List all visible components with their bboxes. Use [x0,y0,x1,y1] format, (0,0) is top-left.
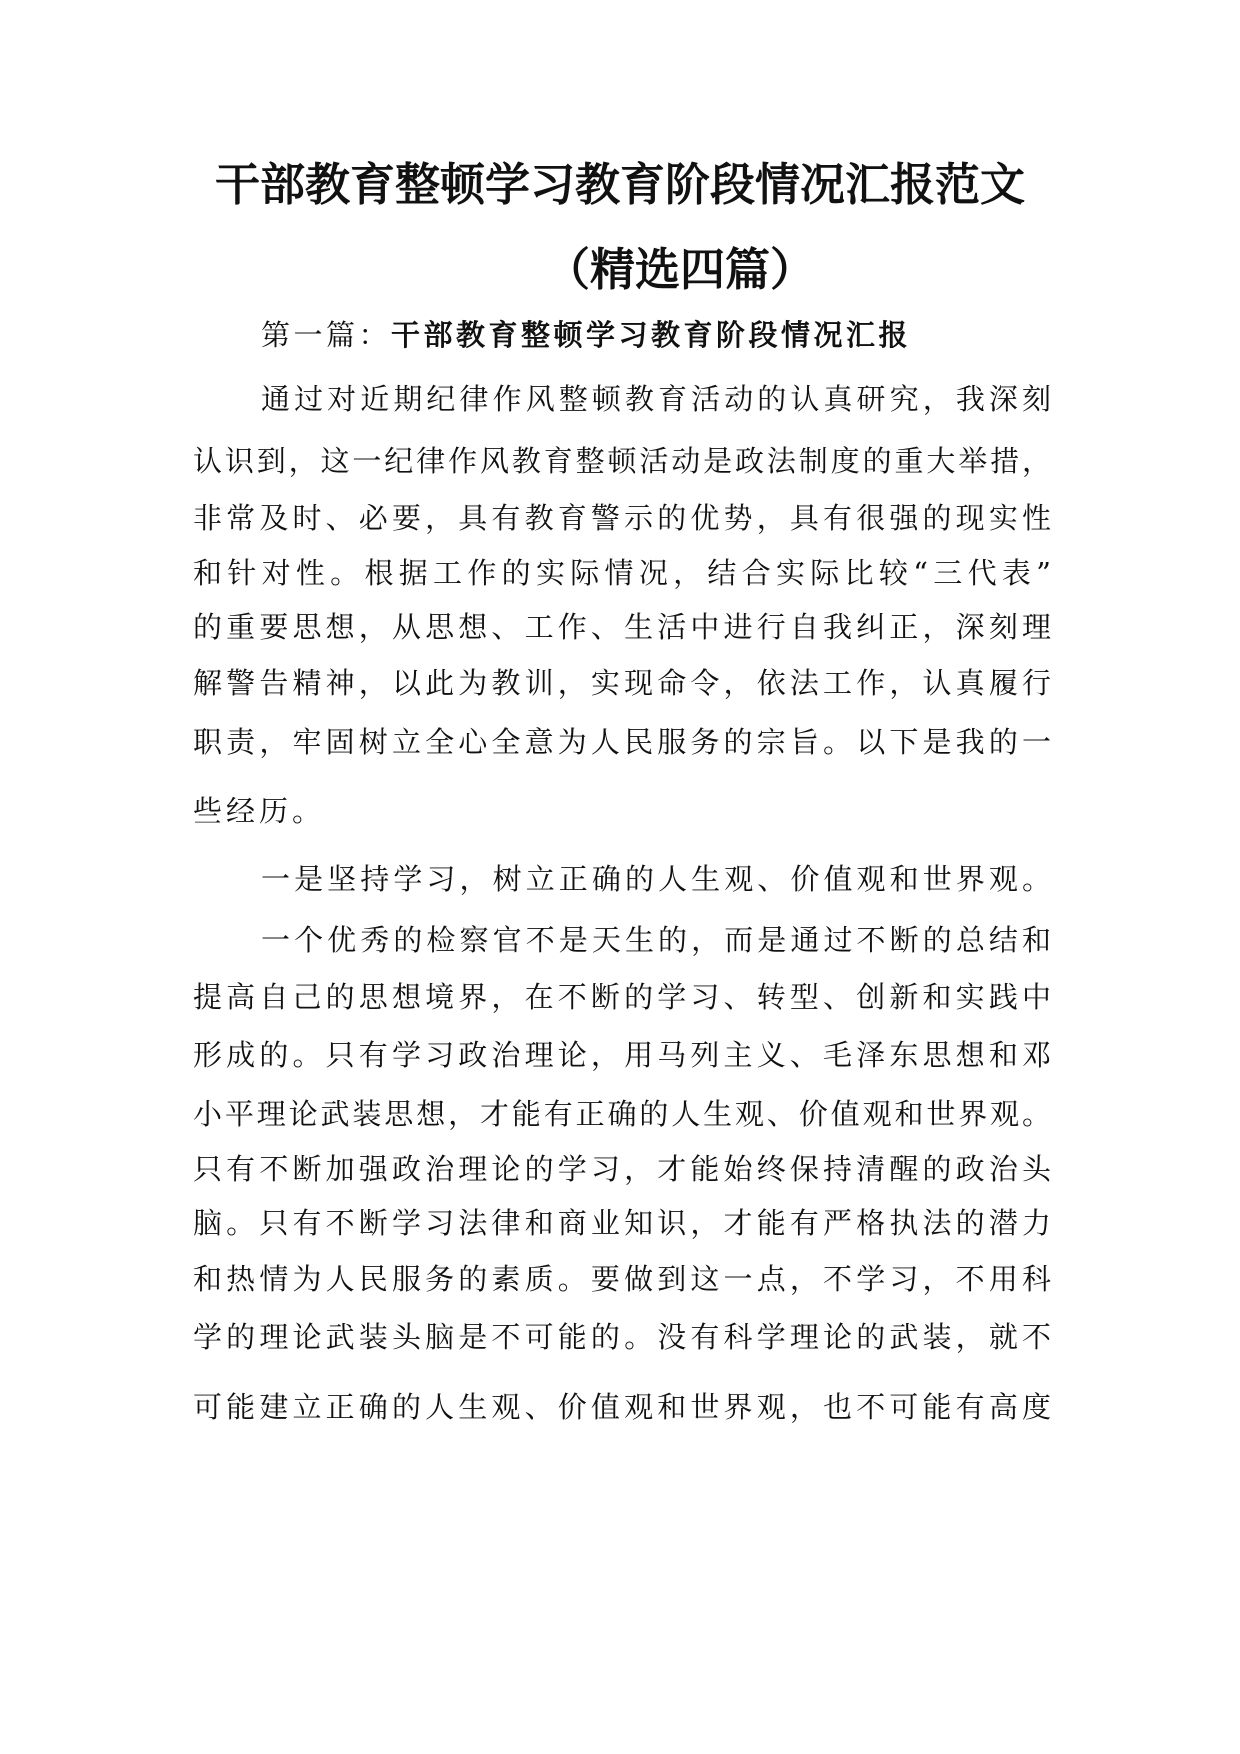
paragraph-line: 形成的。只有学习政治理论，用马列主义、毛泽东思想和邓 [193,1038,1051,1072]
paragraph-line: 可能建立正确的人生观、价值观和世界观，也不可能有高度 [193,1390,1051,1424]
section-prefix: 第一篇： [261,318,392,352]
section-heading [261,315,911,355]
paragraph-line: 非常及时、必要，具有教育警示的优势，具有很强的现实性 [193,501,1051,535]
paragraph-line: 职责，牢固树立全心全意为人民服务的宗旨。以下是我的一 [193,725,1051,759]
section-title: 干部教育整顿学习教育阶段情况汇报 [391,318,912,352]
paragraph-line: 一个优秀的检察官不是天生的，而是通过不断的总结和 [261,923,1051,957]
paragraph-line: 只有不断加强政治理论的学习，才能始终保持清醒的政治头 [193,1152,1051,1186]
paragraph-line: 一是坚持学习，树立正确的人生观、价值观和世界观。 [261,862,1051,896]
document-subtitle: （精选四篇） [545,243,816,296]
document-title: 干部教育整顿学习教育阶段情况汇报范文 [214,158,1025,211]
paragraph-line: 提高自己的思想境界，在不断的学习、转型、创新和实践中 [193,980,1051,1014]
paragraph-line: 通过对近期纪律作风整顿教育活动的认真研究，我深刻 [261,382,1051,416]
paragraph-line: 认识到，这一纪律作风教育整顿活动是政法制度的重大举措， [193,444,1051,478]
paragraph-line: 解警告精神，以此为教训，实现命令，依法工作，认真履行 [193,666,1051,700]
paragraph-line: 和针对性。根据工作的实际情况，结合实际比较“三代表” [193,556,1051,590]
paragraph-line: 小平理论武装思想，才能有正确的人生观、价值观和世界观。 [193,1097,1051,1131]
paragraph-line: 学的理论武装头脑是不可能的。没有科学理论的武装，就不 [193,1320,1051,1354]
paragraph-line: 脑。只有不断学习法律和商业知识，才能有严格执法的潜力 [193,1206,1051,1240]
paragraph-line: 些经历。 [193,794,326,828]
paragraph-line: 和热情为人民服务的素质。要做到这一点，不学习，不用科 [193,1262,1051,1296]
paragraph-line: 的重要思想，从思想、工作、生活中进行自我纠正，深刻理 [193,610,1051,644]
